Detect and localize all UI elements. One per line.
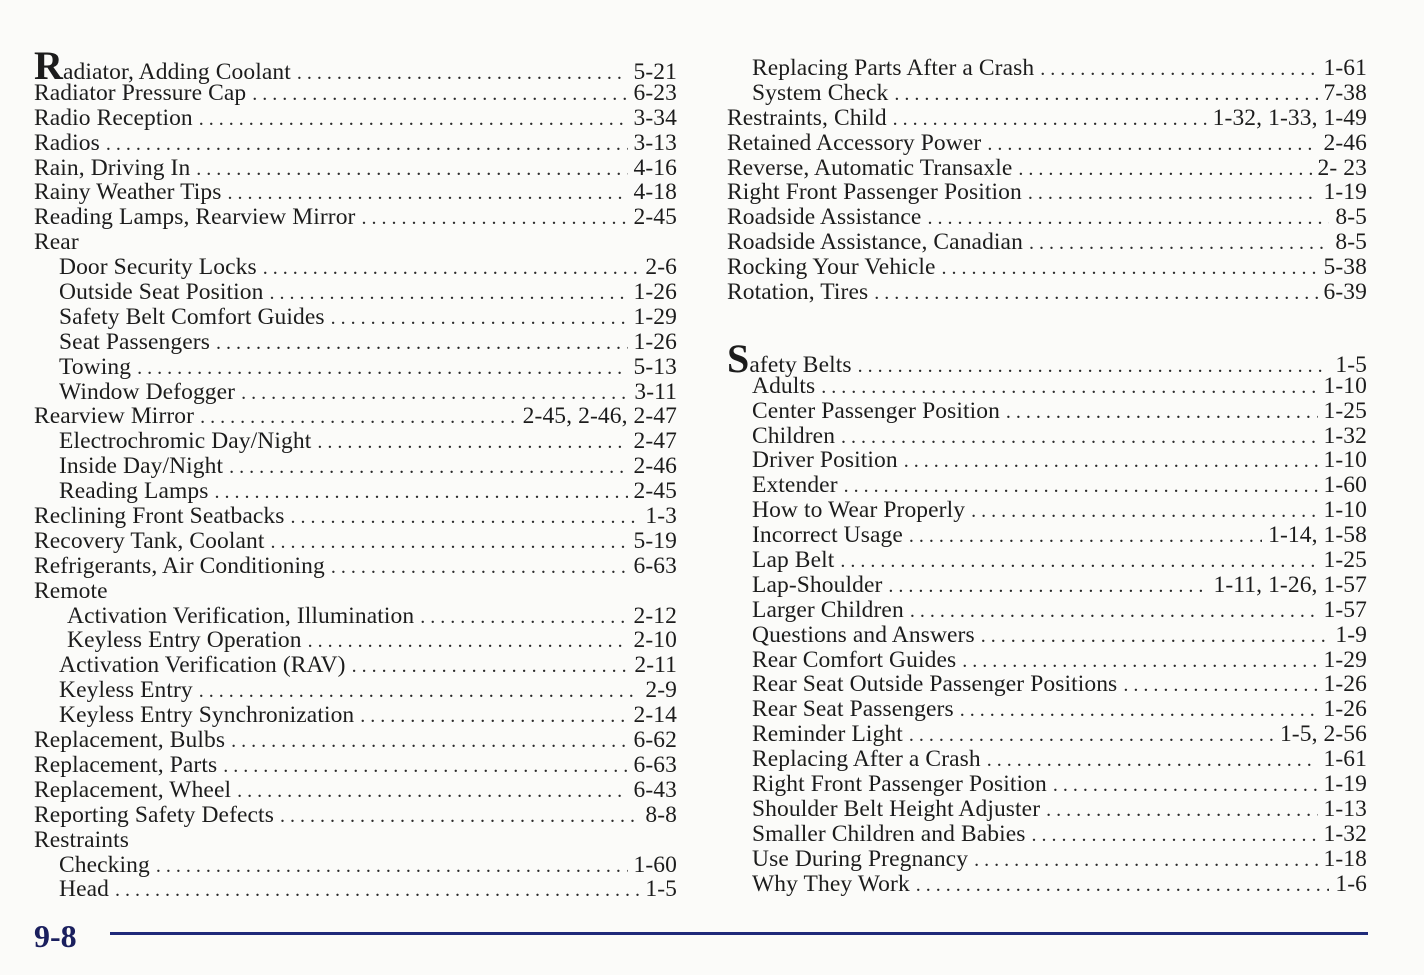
- index-entry-label: Rear Comfort Guides: [752, 646, 957, 673]
- index-entry-label: Recovery Tank, Coolant: [34, 527, 265, 554]
- index-entry: [727, 872, 1367, 897]
- index-entry-label: Retained Accessory Power: [727, 129, 982, 156]
- index-entry-label: Replacement, Wheel: [34, 776, 232, 803]
- index-entry: [727, 448, 1367, 473]
- index-entry-page: 1-11, 1-26, 1-57: [1213, 571, 1367, 598]
- dot-leader: [237, 779, 627, 804]
- index-entry-page: 1-25: [1323, 397, 1367, 424]
- index-entry-label: Roadside Assistance, Canadian: [727, 229, 1023, 256]
- dot-leader: [893, 107, 1207, 132]
- index-entry-page: 3-11: [634, 378, 677, 405]
- dot-leader: [269, 281, 627, 306]
- index-entry-label: Rotation, Tires: [727, 279, 869, 306]
- index-entry-page: 1-9: [1335, 621, 1367, 648]
- index-entry-page: 7-38: [1323, 79, 1367, 106]
- drop-cap-letter: S: [727, 335, 750, 381]
- index-entry: [34, 504, 677, 529]
- dot-leader: [137, 356, 627, 381]
- index-entry-label: Replacement, Bulbs: [34, 727, 226, 754]
- index-entry: [34, 429, 677, 454]
- index-entry-label: Reporting Safety Defects: [34, 801, 274, 828]
- index-entry-label: Reclining Front Seatbacks: [34, 503, 285, 530]
- index-entry-page: 1-32, 1-33, 1-49: [1212, 104, 1367, 131]
- index-entry: [34, 43, 677, 88]
- index-entry-page: 8-8: [645, 801, 677, 828]
- index-entry-label: Rear: [34, 229, 79, 256]
- index-entry-page: 1-5: [645, 876, 677, 903]
- dot-leader: [1123, 673, 1317, 698]
- dot-leader: [227, 181, 627, 206]
- index-entry-label: Roadside Assistance: [727, 204, 922, 231]
- index-entry-label: Incorrect Usage: [752, 522, 903, 549]
- index-entry-page: 6-23: [633, 79, 677, 106]
- index-entry-label: Rainy Weather Tips: [34, 179, 222, 206]
- index-entry: [727, 747, 1367, 772]
- index-entry-label: Outside Seat Position: [59, 279, 264, 306]
- dot-leader: [361, 206, 627, 231]
- index-entry-page: 8-5: [1335, 229, 1367, 256]
- dot-leader: [200, 405, 517, 430]
- dot-leader: [241, 381, 628, 406]
- index-entry-page: 1-10: [1323, 372, 1367, 399]
- dot-leader: [308, 629, 628, 654]
- index-entry: [727, 56, 1367, 81]
- index-entry: [727, 131, 1367, 156]
- dot-leader: [960, 698, 1318, 723]
- index-entry-page: 3-13: [633, 129, 677, 156]
- index-entry-label: Why They Work: [752, 870, 910, 897]
- dot-leader: [1018, 157, 1311, 182]
- index-entry-page: 1-14, 1-58: [1268, 522, 1367, 549]
- footer-rule: [110, 932, 1368, 935]
- index-entry-label: Questions and Answers: [752, 621, 975, 648]
- dot-leader: [271, 530, 628, 555]
- index-entry-label: Checking: [59, 851, 150, 878]
- dot-leader: [280, 804, 639, 829]
- index-entry-page: 1-26: [633, 279, 677, 306]
- index-entry: [727, 280, 1367, 305]
- index-entry-label: Seat Passengers: [59, 328, 210, 355]
- index-entry-label: Activation Verification (RAV): [59, 652, 346, 679]
- index-entry: [727, 697, 1367, 722]
- dot-leader: [115, 878, 639, 903]
- index-entry-label-text: afety Belts: [749, 351, 852, 378]
- index-entry-page: 1-5, 2-56: [1279, 721, 1367, 748]
- dot-leader: [1029, 231, 1329, 256]
- index-entry: [727, 648, 1367, 673]
- index-entry: [34, 728, 677, 753]
- dot-leader: [971, 499, 1317, 524]
- dot-leader: [352, 654, 629, 679]
- dot-leader: [231, 729, 627, 754]
- index-entry: [34, 205, 677, 230]
- dot-leader: [909, 723, 1274, 748]
- index-entry-page: 4-16: [633, 154, 677, 181]
- dot-leader: [263, 256, 640, 281]
- dot-leader: [987, 748, 1318, 773]
- dot-leader: [196, 157, 627, 182]
- index-entry-page: 5-38: [1323, 254, 1367, 281]
- index-entry-page: 2-45: [633, 204, 677, 231]
- index-entry: [34, 703, 677, 728]
- index-column-left: [34, 43, 677, 903]
- dot-leader: [223, 754, 627, 779]
- index-entry: [727, 797, 1367, 822]
- index-entry-page: 1-60: [1323, 472, 1367, 499]
- index-entry-page: 8-5: [1335, 204, 1367, 231]
- index-entry-label: Restraints: [34, 826, 129, 853]
- index-entry: [727, 598, 1367, 623]
- dot-leader: [360, 704, 627, 729]
- index-entry-page: 1-5: [1335, 351, 1367, 378]
- dot-leader: [987, 132, 1317, 157]
- page-number: 9-8: [34, 918, 77, 954]
- index-entry-page: 2- 23: [1317, 154, 1367, 181]
- index-entry-label: Towing: [59, 353, 132, 380]
- index-entry-label: Rear Seat Outside Passenger Positions: [752, 671, 1118, 698]
- index-entry-label: Keyless Entry: [59, 677, 193, 704]
- index-entry-label: Lap-Shoulder: [752, 571, 883, 598]
- index-entry-page: 2-47: [633, 428, 677, 455]
- index-entry-page: 1-18: [1323, 845, 1367, 872]
- index-entry-label: Use During Pregnancy: [752, 845, 969, 872]
- index-entry: [34, 529, 677, 554]
- index-entry: [34, 753, 677, 778]
- index-entry: [727, 424, 1367, 449]
- index-entry: [34, 678, 677, 703]
- index-entry: [34, 330, 677, 355]
- index-entry-label: Door Security Locks: [59, 254, 257, 281]
- index-entry: [34, 579, 677, 604]
- index-entry: [727, 335, 1367, 381]
- index-entry: [34, 230, 677, 255]
- index-entry-page: 5-21: [633, 59, 677, 85]
- dot-leader: [1046, 798, 1317, 823]
- dot-leader: [844, 474, 1318, 499]
- index-entry-page: 2-12: [633, 602, 677, 629]
- index-section-s: [727, 335, 1367, 897]
- index-entry-label: Reading Lamps: [59, 478, 209, 505]
- index-entry-label: Remote: [34, 577, 108, 604]
- index-entry-page: 2-9: [645, 677, 677, 704]
- index-entry-page: 2-46: [1323, 129, 1367, 156]
- index-entry-label: Rain, Driving In: [34, 154, 191, 181]
- index-entry-page: 5-13: [633, 353, 677, 380]
- index-entry-page: 1-10: [1323, 497, 1367, 524]
- index-entry: [727, 772, 1367, 797]
- dot-leader: [1028, 181, 1318, 206]
- dot-leader: [199, 107, 628, 132]
- index-entry-page: 1-60: [633, 851, 677, 878]
- index-entry-page: 2-11: [634, 652, 677, 679]
- index-entry-label: Right Front Passenger Position: [752, 771, 1047, 798]
- index-entry-page: 4-18: [633, 179, 677, 206]
- index-entry: [34, 554, 677, 579]
- dot-leader: [962, 649, 1317, 674]
- index-entry: [727, 180, 1367, 205]
- index-entry-page: 2-6: [645, 254, 677, 281]
- index-entry-label: Radios: [34, 129, 100, 156]
- index-entry-page: 1-26: [1323, 671, 1367, 698]
- index-entry-page: 5-19: [633, 527, 677, 554]
- index-entry: [34, 479, 677, 504]
- dot-leader: [331, 306, 628, 331]
- dot-leader: [229, 455, 627, 480]
- dot-leader: [909, 524, 1262, 549]
- index-entry-page: 6-62: [633, 727, 677, 754]
- dot-leader: [1032, 823, 1318, 848]
- dot-leader: [1006, 400, 1318, 425]
- index-entry-label: Restraints, Child: [727, 104, 887, 131]
- index-entry: [727, 822, 1367, 847]
- index-entry: [727, 672, 1367, 697]
- index-entry: [34, 803, 677, 828]
- index-entry: [34, 156, 677, 181]
- index-entry-page: 1-25: [1323, 547, 1367, 574]
- dot-leader: [888, 574, 1207, 599]
- index-entry-page: 6-63: [633, 751, 677, 778]
- index-entry-page: 6-43: [633, 776, 677, 803]
- index-entry-label: Lap Belt: [752, 547, 835, 574]
- drop-cap-letter: R: [34, 43, 63, 88]
- index-entry-label: Larger Children: [752, 596, 904, 623]
- index-entry: [727, 106, 1367, 131]
- index-entry-page: 6-63: [633, 552, 677, 579]
- index-entry: [34, 380, 677, 405]
- index-entry: [727, 498, 1367, 523]
- index-entry-label: Radio Reception: [34, 104, 193, 131]
- dot-leader: [291, 505, 640, 530]
- index-entry: [34, 877, 677, 902]
- index-entry-page: 1-10: [1323, 447, 1367, 474]
- dot-leader: [821, 375, 1317, 400]
- index-entry: [34, 106, 677, 131]
- index-entry-page: 2-10: [633, 627, 677, 654]
- index-entry-label: Center Passenger Position: [752, 397, 1000, 424]
- index-entry-page: 1-32: [1323, 422, 1367, 449]
- index-entry: [727, 156, 1367, 181]
- dot-leader: [841, 425, 1317, 450]
- index-entry-page: 6-39: [1323, 279, 1367, 306]
- index-entry-label-text: adiator, Adding Coolant: [63, 59, 291, 85]
- index-entry-label: Replacing After a Crash: [752, 746, 981, 773]
- index-entry: [727, 399, 1367, 424]
- index-entry: [34, 180, 677, 205]
- index-entry-label: Right Front Passenger Position: [727, 179, 1022, 206]
- index-entry-label: Head: [59, 876, 109, 903]
- index-entry: [727, 573, 1367, 598]
- index-entry-page: 1-26: [633, 328, 677, 355]
- index-entry-label: Extender: [752, 472, 838, 499]
- index-entry-label: Refrigerants, Air Conditioning: [34, 552, 325, 579]
- index-entry-label: Window Defogger: [59, 378, 236, 405]
- index-entry-page: 2-45, 2-46, 2-47: [522, 403, 677, 430]
- index-entry: [34, 81, 677, 106]
- index-entry-label: Children: [752, 422, 836, 449]
- dot-leader: [216, 331, 628, 356]
- index-entry-label: Electrochromic Day/Night: [59, 428, 312, 455]
- index-entry-label: Keyless Entry Operation: [67, 627, 302, 654]
- dot-leader: [214, 480, 627, 505]
- index-entry: [34, 404, 677, 429]
- index-entry: [34, 778, 677, 803]
- index-entry-label: Rearview Mirror: [34, 403, 195, 430]
- dot-leader: [840, 549, 1317, 574]
- index-entry-label: System Check: [752, 79, 889, 106]
- index-entry-page: 2-45: [633, 478, 677, 505]
- index-entry-label: Inside Day/Night: [59, 453, 224, 480]
- index-entry-page: 1-29: [1323, 646, 1367, 673]
- index-entry: [727, 81, 1367, 106]
- index-entry: [34, 131, 677, 156]
- index-entry-label: Activation Verification, Illumination: [67, 602, 415, 629]
- index-entry-page: 2-46: [633, 453, 677, 480]
- index-entry-label: Shoulder Belt Height Adjuster: [752, 795, 1041, 822]
- index-entry: [34, 355, 677, 380]
- index-entry: [34, 280, 677, 305]
- index-entry-label: Adults: [752, 372, 816, 399]
- index-entry: [727, 548, 1367, 573]
- index-entry-page: 1-26: [1323, 696, 1367, 723]
- index-entry: [727, 623, 1367, 648]
- index-entry-label: Reading Lamps, Rearview Mirror: [34, 204, 356, 231]
- index-entry-page: 1-13: [1323, 795, 1367, 822]
- index-section-r-continued: [727, 56, 1367, 305]
- index-entry-label: Driver Position: [752, 447, 898, 474]
- index-entry: [727, 523, 1367, 548]
- dot-leader: [156, 854, 628, 879]
- index-entry-page: 1-61: [1323, 55, 1367, 81]
- index-entry-label: Keyless Entry Synchronization: [59, 702, 355, 729]
- index-entry-page: 1-19: [1323, 179, 1367, 206]
- index-entry: [727, 847, 1367, 872]
- index-entry-page: 1-61: [1323, 746, 1367, 773]
- index-entry-page: 2-14: [633, 702, 677, 729]
- index-entry-page: 1-32: [1323, 820, 1367, 847]
- index-entry: [34, 653, 677, 678]
- index-entry-label: Smaller Children and Babies: [752, 820, 1026, 847]
- index-entry: [34, 628, 677, 653]
- index-entry-label: Radiator Pressure Cap: [34, 79, 247, 106]
- dot-leader: [894, 82, 1317, 107]
- index-entry: [727, 722, 1367, 747]
- dot-leader: [927, 206, 1329, 231]
- index-entry-label: Rear Seat Passengers: [752, 696, 954, 723]
- dot-leader: [331, 555, 628, 580]
- dot-leader: [910, 599, 1318, 624]
- index-column-right: [727, 56, 1367, 897]
- index-entry: [727, 374, 1367, 399]
- dot-leader: [974, 848, 1317, 873]
- dot-leader: [942, 256, 1318, 281]
- dot-leader: [916, 873, 1330, 898]
- dot-leader: [904, 449, 1318, 474]
- index-entry-page: 1-6: [1335, 870, 1367, 897]
- index-entry-label: How to Wear Properly: [752, 497, 966, 524]
- index-entry-page: 1-3: [645, 503, 677, 530]
- dot-leader: [1053, 773, 1318, 798]
- index-entry-label: Rocking Your Vehicle: [727, 254, 936, 281]
- index-entry: [34, 255, 677, 280]
- dot-leader: [106, 132, 628, 157]
- index-entry: [34, 305, 677, 330]
- index-entry-label: Replacement, Parts: [34, 751, 218, 778]
- dot-leader: [317, 430, 627, 455]
- index-entry: [727, 230, 1367, 255]
- section-gap: [727, 305, 1367, 349]
- dot-leader: [199, 679, 640, 704]
- dot-leader: [252, 82, 627, 107]
- index-entry: [727, 473, 1367, 498]
- index-entry-label: Safety Belt Comfort Guides: [59, 303, 325, 330]
- index-entry: [727, 205, 1367, 230]
- index-entry-label: Reverse, Automatic Transaxle: [727, 154, 1013, 181]
- index-entry-page: 1-29: [633, 303, 677, 330]
- index-entry-page: 1-57: [1323, 596, 1367, 623]
- index-entry-page: 3-34: [633, 104, 677, 131]
- index-entry-label: Replacing Parts After a Crash: [752, 55, 1035, 81]
- dot-leader: [1040, 57, 1317, 82]
- dot-leader: [874, 281, 1317, 306]
- index-entry: [727, 255, 1367, 280]
- index-entry-label: Reminder Light: [752, 721, 903, 748]
- index-entry: [34, 604, 677, 629]
- index-entry: [34, 853, 677, 878]
- dot-leader: [981, 624, 1330, 649]
- index-entry: [34, 828, 677, 853]
- index-entry-page: 1-19: [1323, 771, 1367, 798]
- index-entry: [34, 454, 677, 479]
- dot-leader: [420, 605, 627, 630]
